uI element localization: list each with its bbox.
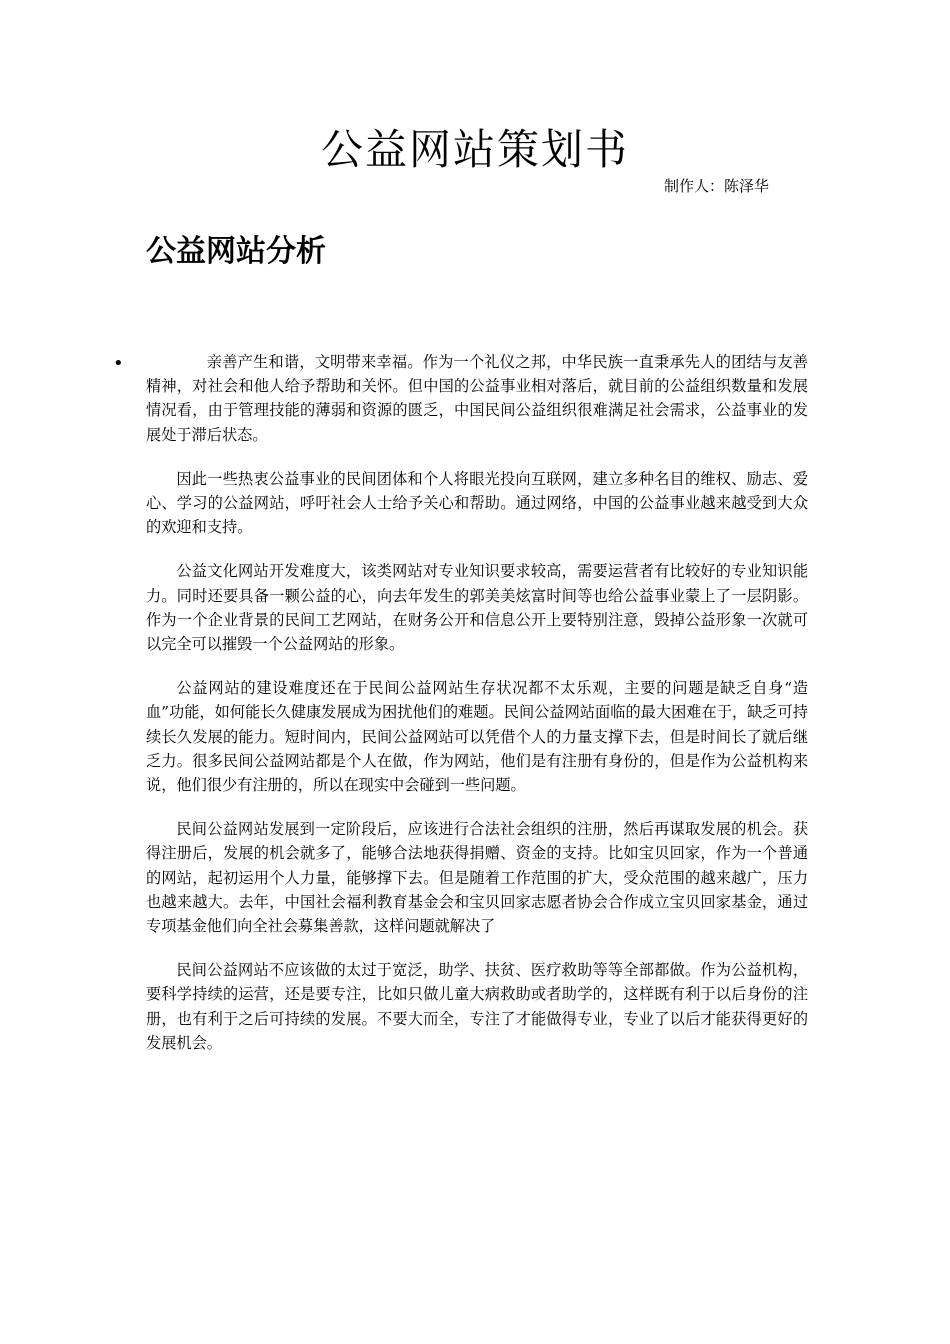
section-heading: 公益网站分析 [146, 234, 326, 269]
author-line: 制作人：陈泽华 [664, 177, 770, 195]
paragraph-6: 民间公益网站不应该做的太过于宽泛，助学、扶贫、医疗救助等等全部都做。作为公益机构，要科学持续的运营，还是要专注，比如只做儿童大病救助或者助学的，这样既有利于以后身份的注册，也有利于之后可持续的发展。不要大而全，专注了才能做得专业，专业了以后才能获得更好的发展机会。 [146, 961, 808, 1052]
paragraph-5: 民间公益网站发展到一定阶段后，应该进行合法社会组织的注册，然后再谋取发展的机会。获得注册后，发展的机会就多了，能够合法地获得捐赠、资金的支持。比如宝贝回家，作为一个普通的网站，起初运用个人力量，能够撑下去。但是随着工作范围的扩大，受众范围的越来越广，压力也越来越大。去年，中国社会福利教育基金会和宝贝回家志愿者协会合作成立宝贝回家基金，通过专项基金他们向全社会募集善款，这样问题就解决了 [146, 820, 808, 936]
body-text [146, 350, 808, 1075]
bullet-marker: • [113, 353, 124, 374]
document-title: 公益网站策划书 [320, 125, 629, 174]
paragraph-4: 公益网站的建设难度还在于民间公益网站生存状况都不太乐观，主要的问题是缺乏自身“造血”功能，如何能长久健康发展成为困扰他们的难题。民间公益网站面临的最大困难在于，缺乏可持续长久发展的能力。短时间内，民间公益网站可以凭借个人的力量支撑下去，但是时间长了就后继乏力。很多民间公益网站都是个人在做，作为网站，他们是有注册有身份的，但是作为公益机构来说，他们很少有注册的，所以在现实中会碰到一些问题。 [146, 679, 808, 795]
paragraph-2: 因此一些热衷公益事业的民间团体和个人将眼光投向互联网，建立多种名目的维权、励志、爱心、学习的公益网站，呼吁社会人士给予关心和帮助。通过网络，中国的公益事业越来越受到大众的欢迎和支持。 [146, 469, 808, 537]
paragraph-1: 亲善产生和谐，文明带来幸福。作为一个礼仪之邦，中华民族一直秉承先人的团结与友善精神，对社会和他人给予帮助和关怀。但中国的公益事业相对落后，就目前的公益组织数量和发展情况看，由于管理技能的薄弱和资源的匮乏，中国民间公益组织很难满足社会需求，公益事业的发展处于滞后状态。 [146, 353, 808, 444]
paragraph-3: 公益文化网站开发难度大，该类网站对专业知识要求较高，需要运营者有比较好的专业知识能力。同时还要具备一颗公益的心，向去年发生的郭美美炫富时间等也给公益事业蒙上了一层阴影。作为一个企业背景的民间工艺网站，在财务公开和信息公开上要特别注意，毁掉公益形象一次就可以完全可以摧毁一个公益网站的形象。 [146, 562, 808, 654]
